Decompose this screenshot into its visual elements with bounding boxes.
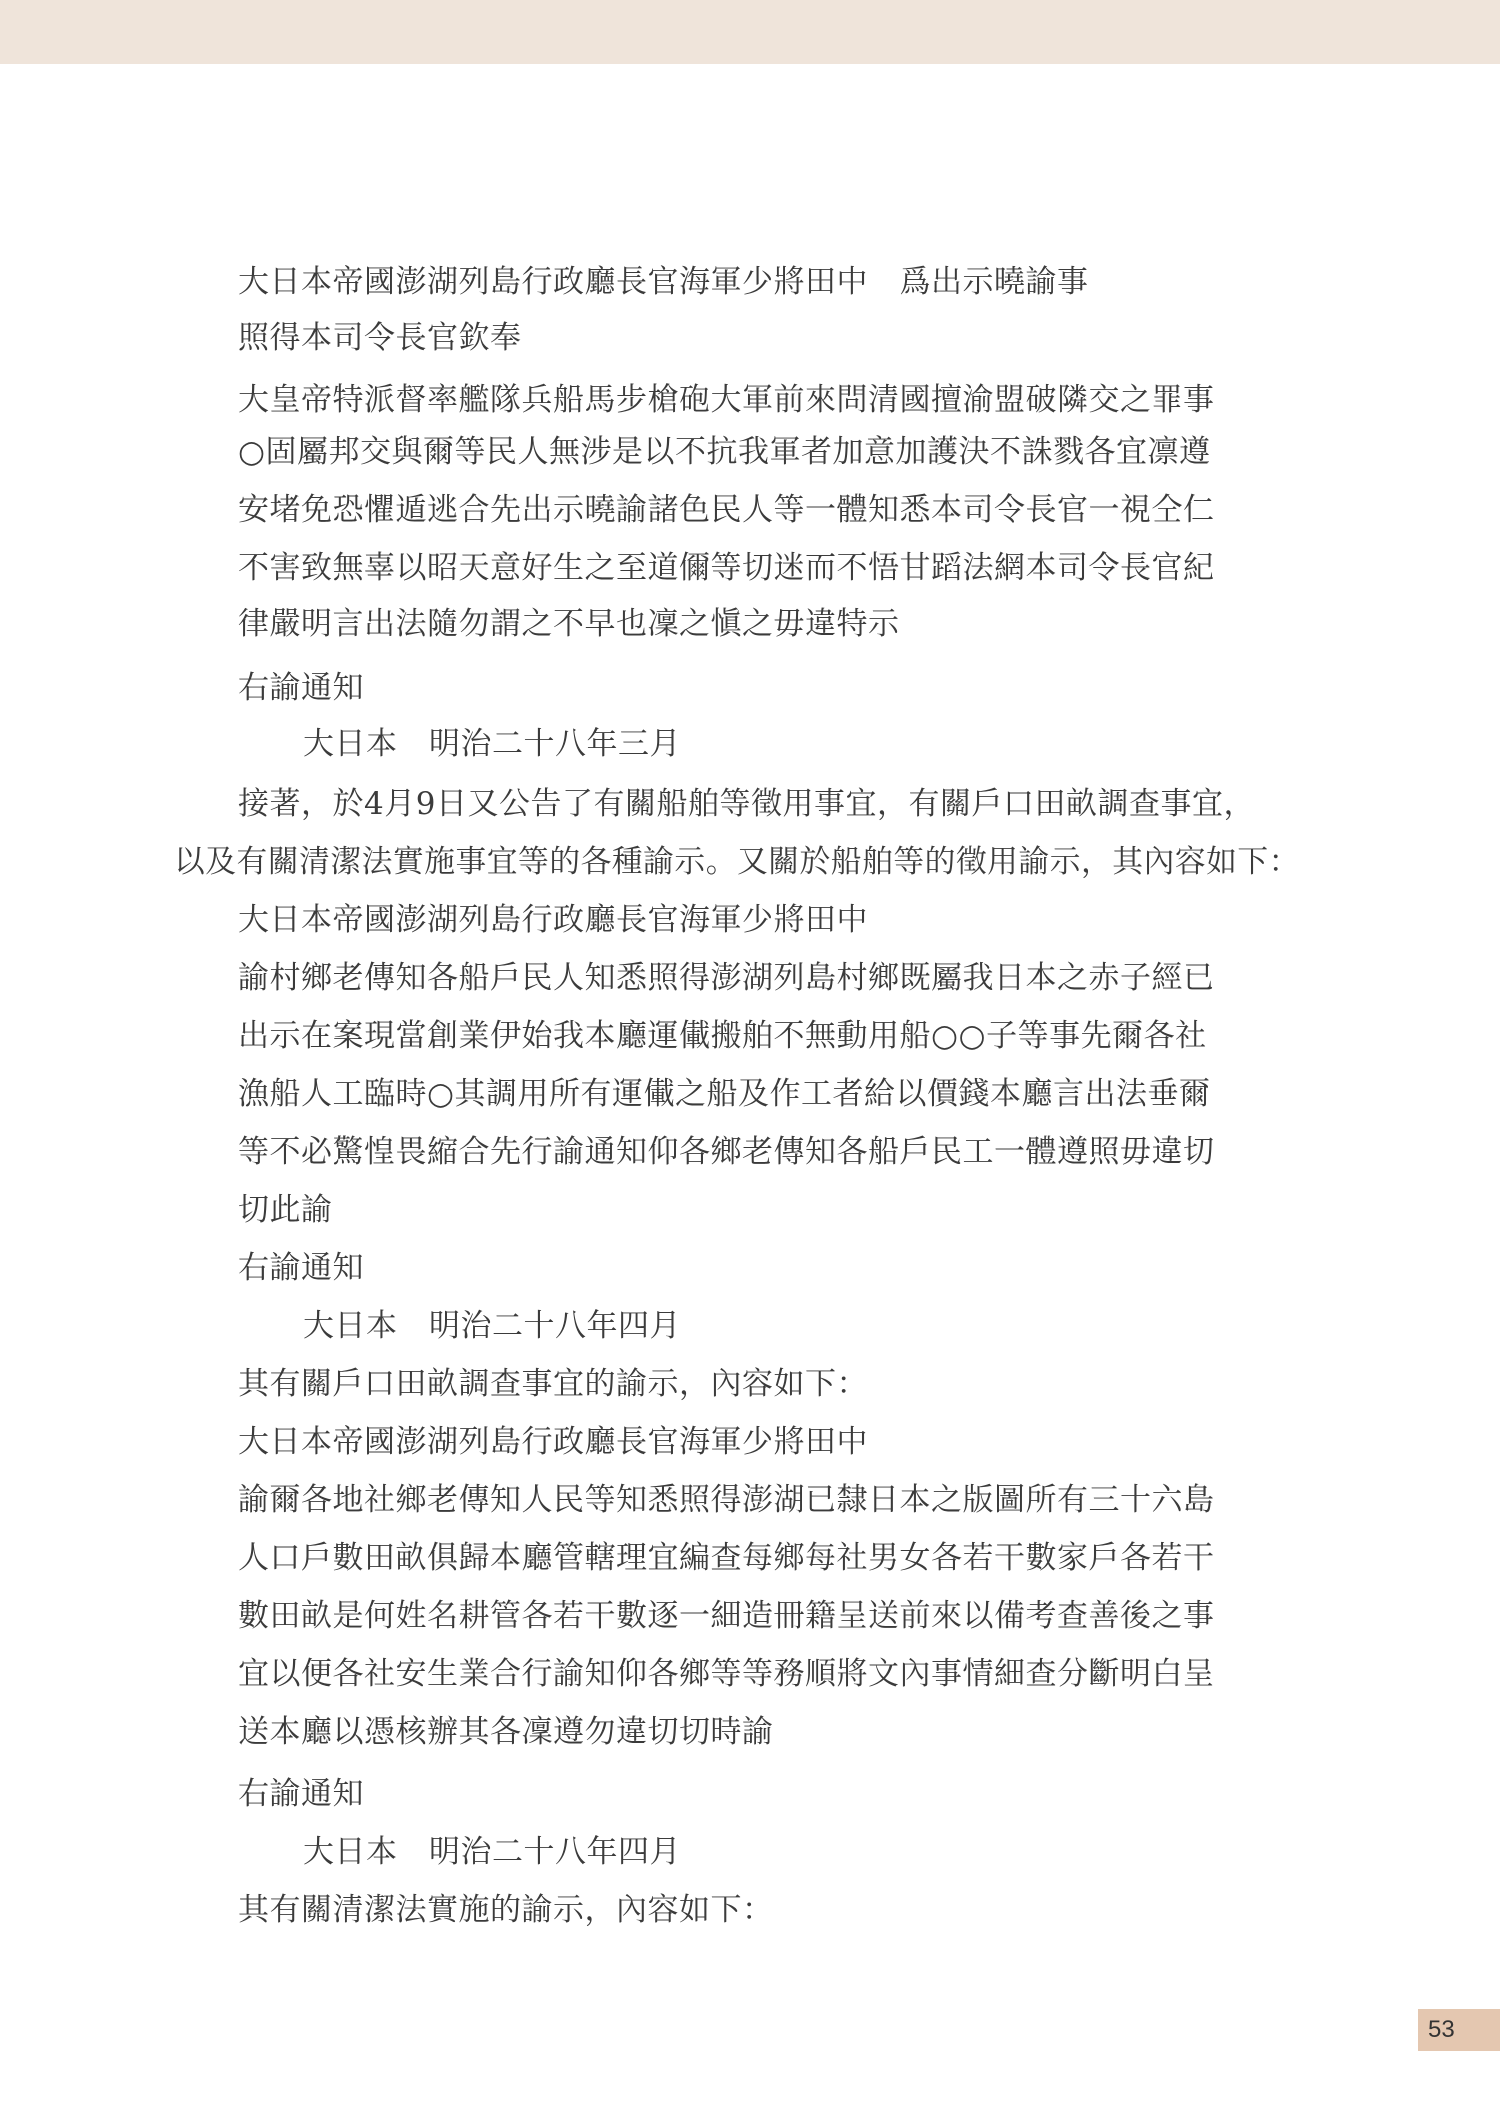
text-line: 右諭通知 [238, 670, 364, 706]
text-line: 切此諭 [238, 1192, 333, 1228]
text-line: 接著，於4月9日又公告了有關船舶等徵用事宜，有關戶口田畝調查事宜， [238, 786, 1255, 822]
text-line: ○固屬邦交與爾等民人無涉是以不抗我軍者加意加護決不誅戮各宜凛遵 [238, 434, 1211, 470]
text-line: 安堵免恐懼遁逃合先出示曉諭諸色民人等一體知悉本司令長官一視仝仁 [238, 492, 1215, 528]
text-line: 不害致無辜以昭天意好生之至道儞等切迷而不悟甘蹈法網本司令長官紀 [238, 550, 1215, 586]
text-line: 其有關戶口田畝調查事宜的諭示，內容如下： [238, 1366, 868, 1402]
text-line: 右諭通知 [238, 1250, 364, 1286]
text-line: 漁船人工臨時○其調用所有運儎之船及作工者給以價錢本廳言出法垂爾 [238, 1076, 1211, 1112]
text-line: 出示在案現當創業伊始我本廳運儎搬舶不無動用船○○子等事先爾各社 [238, 1018, 1207, 1054]
text-line: 其有關清潔法實施的諭示，內容如下： [238, 1892, 774, 1928]
text-line: 大皇帝特派督率艦隊兵船馬步槍砲大軍前來問清國擅渝盟破隣交之罪事 [238, 382, 1215, 418]
text-line: 大日本帝國澎湖列島行政廳長官海軍少將田中 [238, 902, 868, 938]
text-line: 大日本 明治二十八年四月 [303, 1834, 681, 1870]
text-line: 諭村鄉老傳知各船戶民人知悉照得澎湖列島村鄉既屬我日本之赤子經已 [238, 960, 1215, 996]
text-line: 宜以便各社安生業合行諭知仰各鄉等等務順將文內事情細查分斷明白呈 [238, 1656, 1215, 1692]
text-line: 大日本帝國澎湖列島行政廳長官海軍少將田中 [238, 1424, 868, 1460]
text-line: 人口戶數田畝俱歸本廳管轄理宜編查每鄉每社男女各若干數家戶各若干 [238, 1540, 1215, 1576]
text-line: 大日本 明治二十八年三月 [303, 726, 681, 762]
text-line: 大日本 明治二十八年四月 [303, 1308, 681, 1344]
text-line: 大日本帝國澎湖列島行政廳長官海軍少將田中 爲出示曉諭事 [238, 264, 1089, 300]
text-line: 右諭通知 [238, 1776, 364, 1812]
text-line: 等不必驚惶畏縮合先行諭通知仰各鄉老傳知各船戶民工一體遵照毋違切 [238, 1134, 1215, 1170]
text-line: 送本廳以憑核辦其各凜遵勿違切切時諭 [238, 1714, 774, 1750]
text-line: 以及有關清潔法實施事宜等的各種諭示。又關於船舶等的徵用諭示，其內容如下： [174, 844, 1300, 880]
text-line: 照得本司令長官欽奉 [238, 320, 522, 356]
text-line: 數田畝是何姓名耕管各若干數逐一細造冊籍呈送前來以備考查善後之事 [238, 1598, 1215, 1634]
text-line: 律嚴明言出法隨勿謂之不早也凜之愼之毋違特示 [238, 606, 900, 642]
page-number: 53 [1428, 2016, 1455, 2043]
text-line: 諭爾各地社鄉老傳知人民等知悉照得澎湖已隸日本之版圖所有三十六島 [238, 1482, 1215, 1518]
